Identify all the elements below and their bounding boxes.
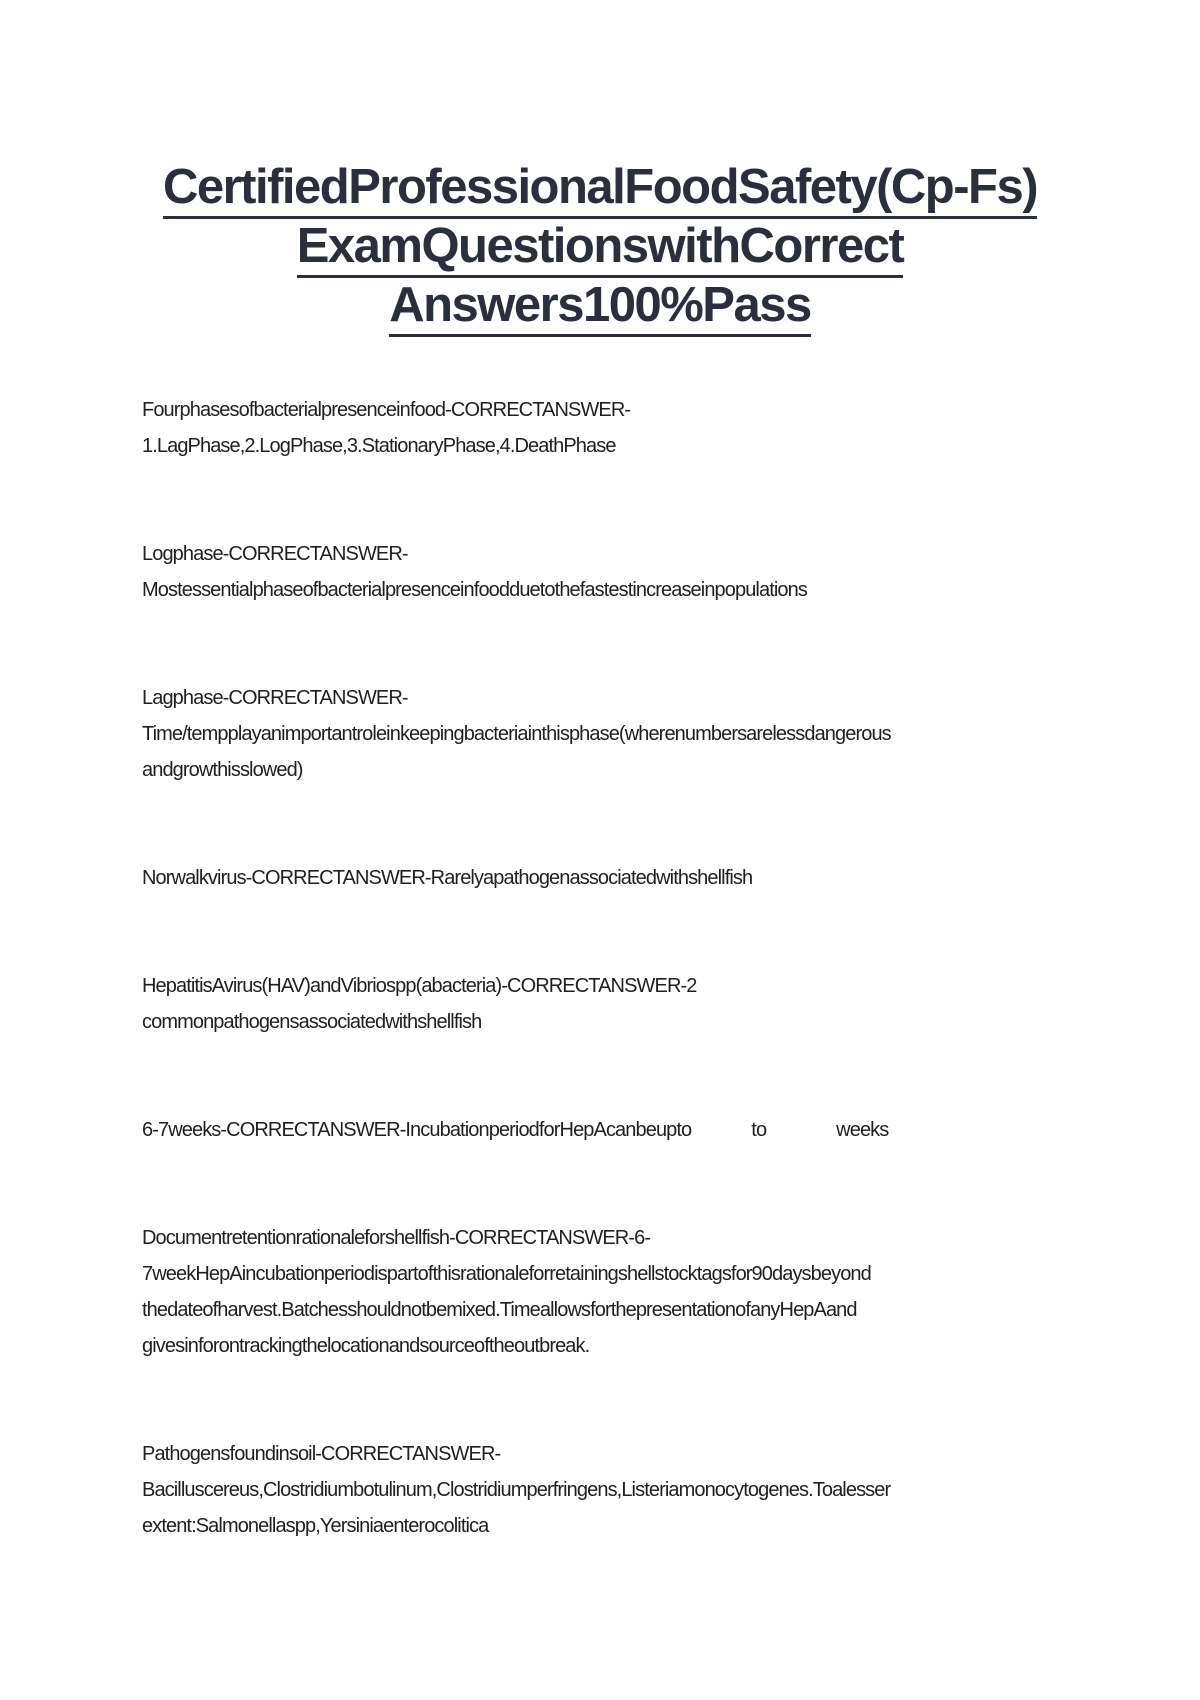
qa-line-main: 6-7weeks-CORRECTANSWER-IncubationperiodforHepAcanbeupto [142,1119,692,1141]
qa-item-document-retention [142,1220,871,1364]
qa-line: extent:Salmonellaspp,Yersiniaenterocolitica [142,1515,489,1537]
blank-word-weeks: weeks [836,1119,889,1141]
qa-line: Mostessentialphaseofbacterialpresenceinfoodduetothefastestincreaseinpopulations [142,579,807,601]
qa-line: Time/tempplayanimportantroleinkeepingbacteriainthisphase(wherenumbersarelessdangerous [142,723,891,745]
qa-line: Norwalkvirus-CORRECTANSWER-Rarelyapathogenassociatedwithshellfish [142,867,753,889]
title-line-2: ExamQuestionswithCorrect [297,217,904,278]
qa-item-log-phase [142,536,807,608]
qa-line: Pathogensfoundinsoil-CORRECTANSWER- [142,1443,501,1465]
qa-line: thedateofharvest.Batchesshouldnotbemixed.TimeallowsforthepresentationofanyHepAand [142,1299,857,1321]
qa-line: 7weekHepAincubationperiodispartofthisrationaleforretainingshellstocktagsfor90daysbeyond [142,1263,871,1285]
qa-item-incubation-period [142,1112,1082,1148]
blank-word-to: to [751,1119,767,1141]
qa-item-bacterial-phases [142,392,630,464]
qa-line: givesinforontrackingthelocationandsourceoftheoutbreak. [142,1335,590,1357]
qa-line: Bacilluscereus,Clostridiumbotulinum,Clostridiumperfringens,Listeriamonocytogenes.Toalesser [142,1479,891,1501]
qa-item-norwalk-virus [142,860,752,896]
qa-line: HepatitisAvirus(HAV)andVibriospp(abacteria)-CORRECTANSWER-2 [142,975,697,997]
qa-line [142,1112,1082,1148]
qa-line: Documentretentionrationaleforshellfish-CORRECTANSWER-6- [142,1227,651,1249]
qa-line: commonpathogensassociatedwithshellfish [142,1011,482,1033]
qa-item-hav-vibrio [142,968,697,1040]
document-title [100,158,1100,335]
qa-line: Logphase-CORRECTANSWER- [142,543,408,565]
title-line-1: CertifiedProfessionalFoodSafety(Cp-Fs) [163,158,1037,219]
qa-line: andgrowthisslowed) [142,759,303,781]
qa-line: Fourphasesofbacterialpresenceinfood-CORRECTANSWER- [142,399,631,421]
title-line-3: Answers100%Pass [389,276,811,337]
qa-item-soil-pathogens [142,1436,890,1544]
qa-line: Lagphase-CORRECTANSWER- [142,687,408,709]
qa-item-lag-phase [142,680,891,788]
qa-line: 1.LagPhase,2.LogPhase,3.StationaryPhase,4.DeathPhase [142,435,616,457]
